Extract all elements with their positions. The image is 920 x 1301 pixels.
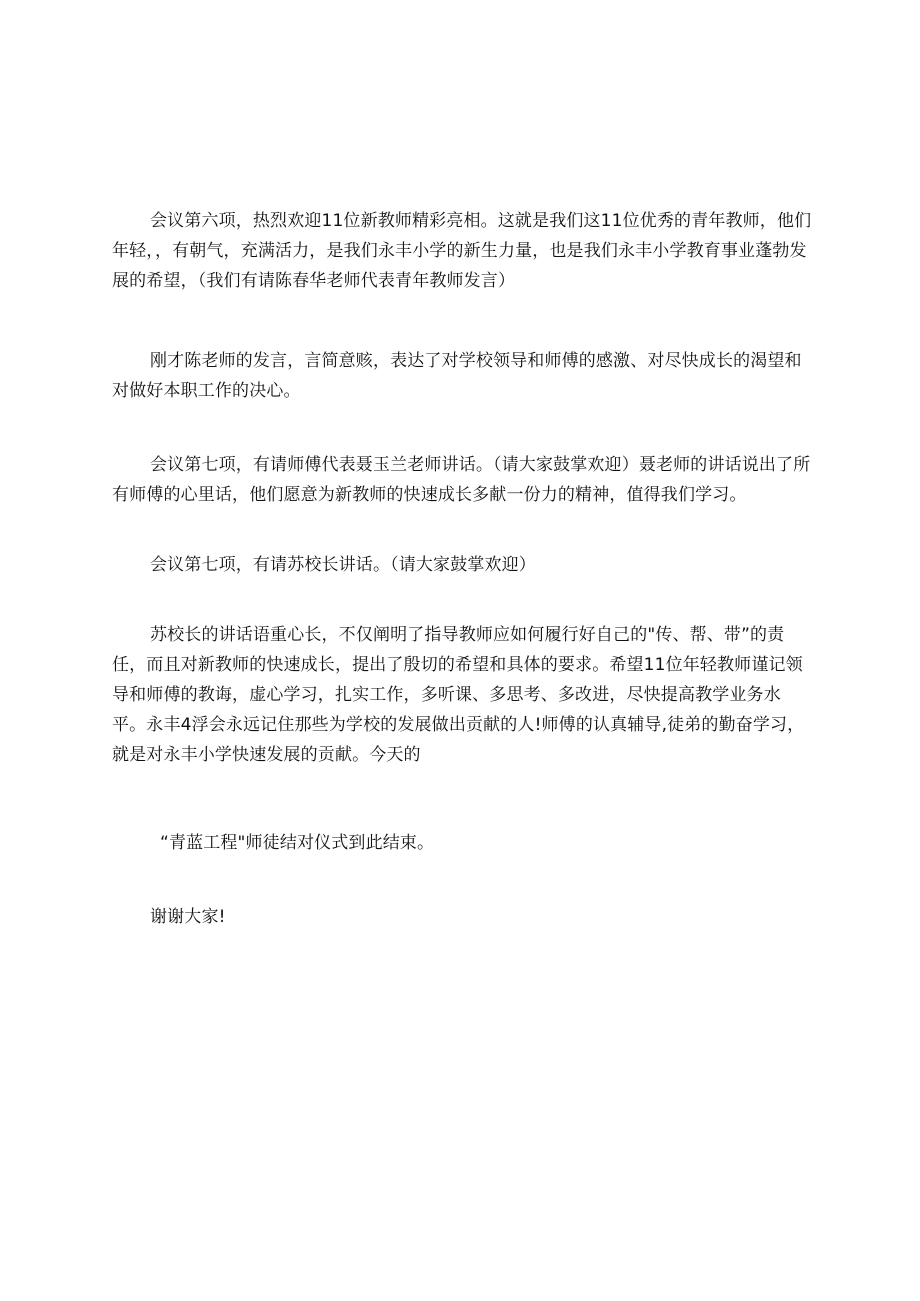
- paragraph-thanks: 谢谢大家!: [150, 907, 226, 927]
- paragraph-item-six: 会议第六项，热烈欢迎11位新教师精彩亮相。这就是我们这11位优秀的青年教师，他们年轻，，有朝气，充满活力，是我们永丰小学的新生力量，也是我们永丰小学教育事业蓬勃发展的希望，（我们有请陈春华老师代表青年教师发言）: [112, 211, 812, 291]
- paragraph-principal-summary: 苏校长的讲话语重心长，不仅阐明了指导教师应如何履行好自己的"传、帮、带”的责任，而且对新教师的快速成长，提出了殷切的希望和具体的要求。希望11位年轻教师谨记领导和师傅的教诲，虚心学习，扎实工作，多听课、多思考、多改进，尽快提高教学业务水平。永丰4浮会永远记住那些为学校的发展做出贡献的人!师傅的认真辅导,徒弟的勤奋学习，就是对永丰小学快速发展的贡献。今天的: [112, 625, 805, 765]
- paragraph-speech-summary: 刚才陈老师的发言，言简意赅，表达了对学校领导和师傅的感激、对尽快成长的渴望和对做好本职工作的决心。: [112, 351, 802, 401]
- paragraph-item-seven-mentor: 会议第七项，有请师傅代表聂玉兰老师讲话。（请大家鼓掌欢迎）聂老师的讲话说出了所有师傅的心里话，他们愿意为新教师的快速成长多献一份力的精神，值得我们学习。: [112, 455, 811, 505]
- paragraph-item-seven-principal: 会议第七项，有请苏校长讲话。（请大家鼓掌欢迎）: [150, 555, 536, 575]
- paragraph-ceremony-end: “青蓝工程"师徒结对仪式到此结束。: [160, 833, 435, 853]
